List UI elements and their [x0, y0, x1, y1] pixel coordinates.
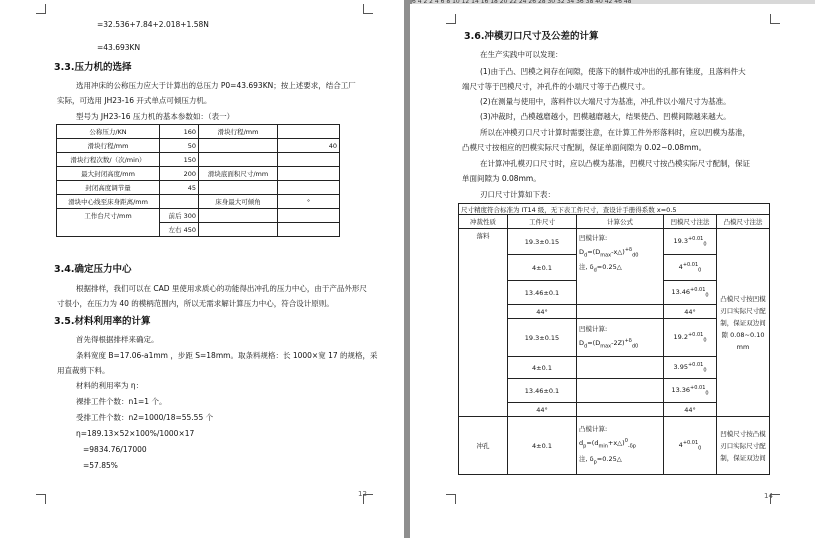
section-heading-3-6: 3.6.冲模刃口尺寸及公差的计算	[464, 31, 599, 42]
table-cell: 滑块底面积尺寸/mm	[199, 167, 278, 181]
paragraph-line: 在计算冲孔模刃口尺寸时，应以凸模为基准，凹模尺寸按凸模实际尺寸配制，保证	[480, 159, 750, 168]
section-heading-3-3: 3.3.压力机的选择	[54, 62, 132, 73]
table-cell: 13.46±0.1	[508, 379, 577, 403]
die-dim-cell: $3.95^{+0.01}_0$	[664, 357, 717, 379]
table-cell: 左右 450	[160, 223, 199, 237]
paragraph-line: 凸模尺寸按相应的凹模实际尺寸配制，保证单面间隙为 0.02~0.08mm。	[462, 143, 707, 152]
paragraph-line: 首先得根据排样来确定。	[76, 335, 159, 344]
paragraph-line: 根据排样，我们可以在 CAD 里使用求质心的功能得出冲孔的压力中心，由于产品外形尺	[76, 284, 367, 293]
formula-text: 0	[635, 252, 639, 259]
die-dim-cell: $13.46^{+0.01}_0$	[664, 281, 717, 305]
table-cell: 公称压力/KN	[57, 125, 160, 139]
paragraph-line: 型号为 JH23-16 压力机的基本参数如：（表一）	[76, 112, 235, 121]
table-cell: 200	[160, 167, 199, 181]
table-cell: 封闭高度调节量	[57, 181, 160, 195]
table-cell	[577, 403, 664, 417]
paragraph-line: =57.85%	[83, 461, 118, 470]
table-cell	[199, 153, 278, 167]
paragraph-line: 所以在冲模刃口尺寸计算时需要注意，在计算工件外形落料时，应以凹模为基准，	[480, 128, 750, 137]
table-cell: 44°	[508, 305, 577, 319]
crop-mark	[36, 4, 46, 14]
formula-text: max	[600, 252, 612, 259]
formula-text: 注, δ	[579, 263, 594, 272]
punch-note-cell: 凹模尺寸按凸模 刃口实际尺寸配 制，保证双边间	[717, 417, 770, 475]
formula-cell: 凹模计算: $D_d=(D_{max}-x\triangle)^{+\delta}_{d0}$ 注, $\delta_d=0.25\triangle$	[577, 229, 664, 305]
formula-cell: 凸模计算: $d_p=(d_{min}+x\triangle)^0_{-\delta p}$ 注, $\delta_p=0.25\triangle$	[577, 417, 664, 475]
document-page-left	[0, 0, 404, 538]
paragraph-line: 条料宽度 B=17.06-a1mm ，步距 S=18mm。取条料规格：长 1000×宽 17 的规格，采	[76, 351, 378, 360]
die-dim-cell: $4^{+0.01}_0$	[664, 417, 717, 475]
paragraph-line: 裸排工件个数：n1=1 个。	[76, 397, 167, 406]
table-header: 计算公式	[577, 215, 664, 229]
formula-text: -x△)	[611, 248, 625, 257]
piercing-label: 冲孔	[459, 417, 508, 475]
paragraph-line: 单面间隙为 0.08mm。	[462, 174, 541, 183]
table-cell: 160	[160, 125, 199, 139]
table-cell: 19.3±0.15	[508, 319, 577, 357]
table-cell	[577, 305, 664, 319]
table-cell: 滑块行程/mm	[57, 139, 160, 153]
table-cell: 工作台尺寸/mm	[57, 209, 160, 237]
table-cell: 4±0.1	[508, 357, 577, 379]
crop-mark	[36, 494, 46, 504]
table-cell: 滑块行程次数/（次/min）	[57, 153, 160, 167]
paragraph-line: 受排工件个数：n2=1000/18=55.55 个	[76, 413, 214, 422]
formula-text: (D	[592, 248, 601, 257]
table-header: 工件尺寸	[508, 215, 577, 229]
paragraph-line: (1)由于凸、凹模之间存在间隙，使落下的制件或冲出的孔都有锥度，且落料件大	[480, 67, 746, 76]
table-cell	[278, 125, 340, 139]
table-cell: 滑块行程/mm	[199, 125, 278, 139]
table-cell: 50	[160, 139, 199, 153]
table-caption: 尺寸精度符合标准为 IT14 级，无下表工件尺寸，查设计手册得系数 x=0.5	[459, 204, 770, 215]
table-cell	[278, 167, 340, 181]
equation-line: =32.536+7.84+2.018+1.58N	[97, 20, 209, 29]
paragraph-line: 材料的利用率为 η：	[76, 381, 144, 390]
table-cell	[278, 209, 340, 223]
table-cell: 最大封闭高度/mm	[57, 167, 160, 181]
formula-text: d	[632, 252, 636, 259]
table-cell	[278, 181, 340, 195]
document-page-right	[410, 4, 815, 538]
formula-text: =0.25△	[596, 263, 622, 272]
section-heading-3-4: 3.4.确定压力中心	[54, 264, 132, 275]
table-cell: 44°	[508, 403, 577, 417]
section-heading-3-5: 3.5.材料利用率的计算	[54, 316, 151, 327]
table-cell: 床身最大可倾角	[199, 195, 278, 209]
table-cell: 45	[160, 181, 199, 195]
punch-note-cell: 凸模尺寸按凹模 刃口实际尺寸配 制，保证双边间 隙 0.08~0.10 mm	[717, 229, 770, 417]
page-number: 14	[764, 492, 773, 500]
table-cell	[577, 357, 664, 379]
paragraph-line: η=189.13×52×100%/1000×17	[76, 429, 195, 438]
paragraph-line: (2)在测量与使用中，落料件以大端尺寸为基准，冲孔件以小端尺寸为基准。	[480, 97, 731, 106]
press-parameters-table	[56, 124, 340, 237]
paragraph-line: 实际，可选用 JH23-16 开式单点可倾压力机。	[57, 96, 212, 105]
die-dim-cell: $4^{+0.01}_0$	[664, 255, 717, 281]
table-cell: 前后 300	[160, 209, 199, 223]
table-cell: 滑块中心线至床身距离/mm	[57, 195, 160, 209]
paragraph-line: 刃口尺寸计算如下表：	[480, 190, 555, 199]
die-dim-cell: 44°	[664, 403, 717, 417]
table-cell	[160, 195, 199, 209]
die-dim-cell: $19.3^{+0.01}_0$	[664, 229, 717, 255]
table-cell: 150	[160, 153, 199, 167]
horizontal-ruler[interactable]: 6 4 2 2 4 6 8 10 12 14 16 18 20 22 24 26 28 30 32 34 36 38 40 42 46 48	[412, 0, 815, 5]
table-cell: °	[278, 195, 340, 209]
table-cell	[278, 223, 340, 237]
die-dim-cell: 44°	[664, 305, 717, 319]
die-dim-cell: $13.36^{+0.01}_0$	[664, 379, 717, 403]
table-cell	[199, 139, 278, 153]
table-cell: 13.46±0.1	[508, 281, 577, 305]
table-header: 冲裁性质	[459, 215, 508, 229]
paragraph-line: 端尺寸等于凹模尺寸，冲孔件的小端尺寸等于凸模尺寸。	[462, 82, 650, 91]
crop-mark	[446, 14, 456, 24]
paragraph-line: (3)冲裁时，凸模越磨越小，凹模越磨越大，结果使凸、凹模间隙越来越大。	[480, 112, 731, 121]
crop-mark	[363, 4, 373, 14]
table-cell	[577, 379, 664, 403]
crop-mark	[446, 494, 456, 504]
table-cell: 4±0.1	[508, 417, 577, 475]
formula-text: +δ	[624, 247, 633, 253]
cutting-edge-dimensions-table	[458, 203, 770, 475]
page-number: 12	[358, 490, 367, 498]
table-cell	[199, 223, 278, 237]
die-dim-cell: $19.2^{+0.01}_0$	[664, 319, 717, 357]
blanking-label: 落料	[459, 229, 508, 417]
table-cell	[199, 181, 278, 195]
equation-line: =43.693KN	[97, 43, 141, 52]
paragraph-line: 在生产实践中可以发现：	[480, 50, 563, 59]
paragraph-line: 选用冲床的公称压力应大于计算出的总压力 P0=43.693KN；按上述要求，结合工厂	[76, 81, 356, 90]
table-cell	[278, 153, 340, 167]
table-cell: 40	[278, 139, 340, 153]
formula-text: d	[593, 267, 597, 274]
table-cell: 19.3±0.15	[508, 229, 577, 255]
formula-text: D	[579, 248, 585, 257]
crop-mark	[770, 14, 780, 24]
paragraph-line: =9834.76/17000	[83, 445, 147, 454]
paragraph-line: 寸很小，在压力为 40 的模柄范围内，所以无需求解计算压力中心，符合设计原则。	[57, 299, 334, 308]
table-cell: 4±0.1	[508, 255, 577, 281]
table-header: 凸模尺寸注法	[717, 215, 770, 229]
paragraph-line: 用直裁剪下料。	[57, 366, 110, 375]
table-header: 凹模尺寸注法	[664, 215, 717, 229]
table-cell	[199, 209, 278, 223]
formula-text: 凹模计算:	[579, 234, 608, 242]
formula-cell: 凹模计算: $D_d=(D_{max}-2Z)^{+\delta}_{d0}$	[577, 319, 664, 357]
